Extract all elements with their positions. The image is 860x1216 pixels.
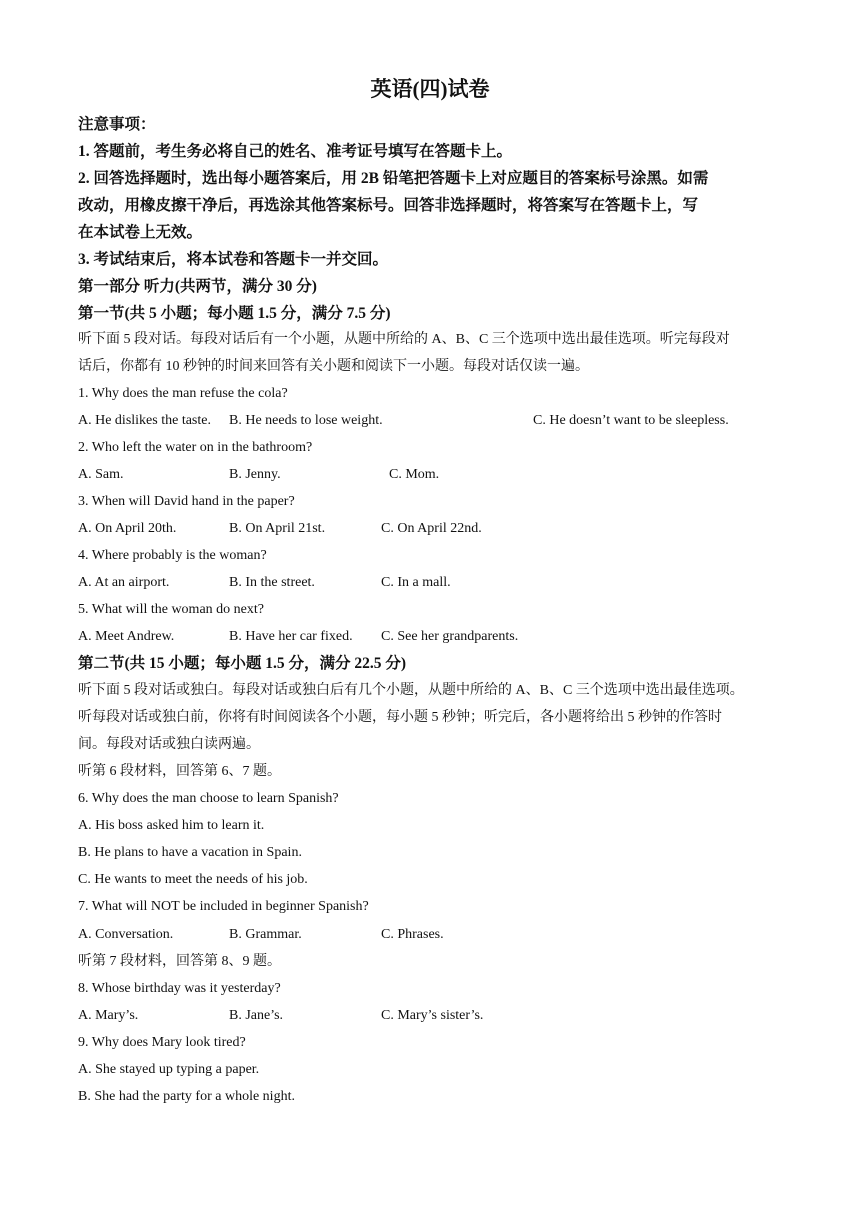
q1-option-a: A. He dislikes the taste. bbox=[78, 413, 211, 428]
question-8: 8. Whose birthday was it yesterday? bbox=[78, 981, 281, 996]
q7-option-a: A. Conversation. bbox=[78, 927, 174, 942]
material-7-note: 听第 7 段材料，回答第 8、9 题。 bbox=[78, 954, 281, 969]
q6-option-b: B. He plans to have a vacation in Spain. bbox=[78, 845, 302, 860]
question-7: 7. What will NOT be included in beginner Spanish? bbox=[78, 899, 369, 914]
page-title: 英语(四)试卷 bbox=[370, 77, 490, 101]
notice-heading: 注意事项： bbox=[78, 116, 156, 133]
section2-heading: 第二节(共 15 小题；每小题 1.5 分，满分 22.5 分) bbox=[78, 655, 407, 672]
q5-option-c: C. See her grandparents. bbox=[381, 629, 519, 644]
q5-option-b: B. Have her car fixed. bbox=[229, 629, 353, 644]
q8-option-b: B. Jane’s. bbox=[229, 1008, 284, 1023]
question-4: 4. Where probably is the woman? bbox=[78, 548, 267, 563]
q3-option-b: B. On April 21st. bbox=[229, 521, 326, 536]
material-6-note: 听第 6 段材料，回答第 6、7 题。 bbox=[78, 764, 281, 779]
notice-item-3: 3. 考试结束后，将本试卷和答题卡一并交回。 bbox=[78, 251, 389, 268]
q2-option-a: A. Sam. bbox=[78, 467, 124, 482]
section2-instructions-2: 听每段对话或独白前，你将有时间阅读各个小题，每小题 5 秒钟；听完后，各小题将给出 5 秒钟的作答时 bbox=[78, 710, 722, 725]
section2-instructions-3: 间。每段对话或独白读两遍。 bbox=[78, 737, 260, 752]
q9-option-b: B. She had the party for a whole night. bbox=[78, 1089, 295, 1104]
question-5: 5. What will the woman do next? bbox=[78, 602, 264, 617]
q7-option-c: C. Phrases. bbox=[381, 927, 444, 942]
q1-option-b: B. He needs to lose weight. bbox=[229, 413, 383, 428]
notice-item-2: 2. 回答选择题时，选出每小题答案后，用 2B 铅笔把答题卡上对应题目的答案标号涂黑。如需 bbox=[78, 170, 709, 187]
q3-option-a: A. On April 20th. bbox=[78, 521, 177, 536]
section1-instructions-1: 听下面 5 段对话。每段对话后有一个小题，从题中所给的 A、B、C 三个选项中选出最佳选项。听完每段对 bbox=[78, 332, 730, 347]
question-9: 9. Why does Mary look tired? bbox=[78, 1035, 246, 1050]
q6-option-a: A. His boss asked him to learn it. bbox=[78, 818, 265, 833]
q2-option-b: B. Jenny. bbox=[229, 467, 281, 482]
q3-option-c: C. On April 22nd. bbox=[381, 521, 482, 536]
q9-option-a: A. She stayed up typing a paper. bbox=[78, 1062, 260, 1077]
q8-option-a: A. Mary’s. bbox=[78, 1008, 139, 1023]
section1-heading: 第一节(共 5 小题；每小题 1.5 分，满分 7.5 分) bbox=[78, 305, 391, 322]
q4-option-a: A. At an airport. bbox=[78, 575, 170, 590]
q8-option-c: C. Mary’s sister’s. bbox=[381, 1008, 484, 1023]
question-6: 6. Why does the man choose to learn Spanish? bbox=[78, 791, 339, 806]
q7-option-b: B. Grammar. bbox=[229, 927, 302, 942]
q6-option-c: C. He wants to meet the needs of his job. bbox=[78, 872, 308, 887]
section1-instructions-2: 话后，你都有 10 秒钟的时间来回答有关小题和阅读下一小题。每段对话仅读一遍。 bbox=[78, 359, 589, 374]
section2-instructions-1: 听下面 5 段对话或独白。每段对话或独白后有几个小题，从题中所给的 A、B、C 三个选项中选出最佳选项。 bbox=[78, 683, 744, 698]
part1-heading: 第一部分 听力(共两节，满分 30 分) bbox=[78, 278, 317, 295]
notice-item-2-end: 在本试卷上无效。 bbox=[78, 224, 203, 241]
notice-item-2-cont: 改动，用橡皮擦干净后，再选涂其他答案标号。回答非选择题时，将答案写在答题卡上，写 bbox=[78, 197, 699, 214]
question-1: 1. Why does the man refuse the cola? bbox=[78, 386, 288, 401]
q2-option-c: C. Mom. bbox=[389, 467, 440, 482]
question-3: 3. When will David hand in the paper? bbox=[78, 494, 295, 509]
question-2: 2. Who left the water on in the bathroom? bbox=[78, 440, 313, 455]
notice-item-1: 1. 答题前，考生务必将自己的姓名、准考证号填写在答题卡上。 bbox=[78, 143, 513, 160]
q4-option-b: B. In the street. bbox=[229, 575, 315, 590]
q5-option-a: A. Meet Andrew. bbox=[78, 629, 175, 644]
q4-option-c: C. In a mall. bbox=[381, 575, 451, 590]
q1-option-c: C. He doesn’t want to be sleepless. bbox=[533, 413, 729, 428]
